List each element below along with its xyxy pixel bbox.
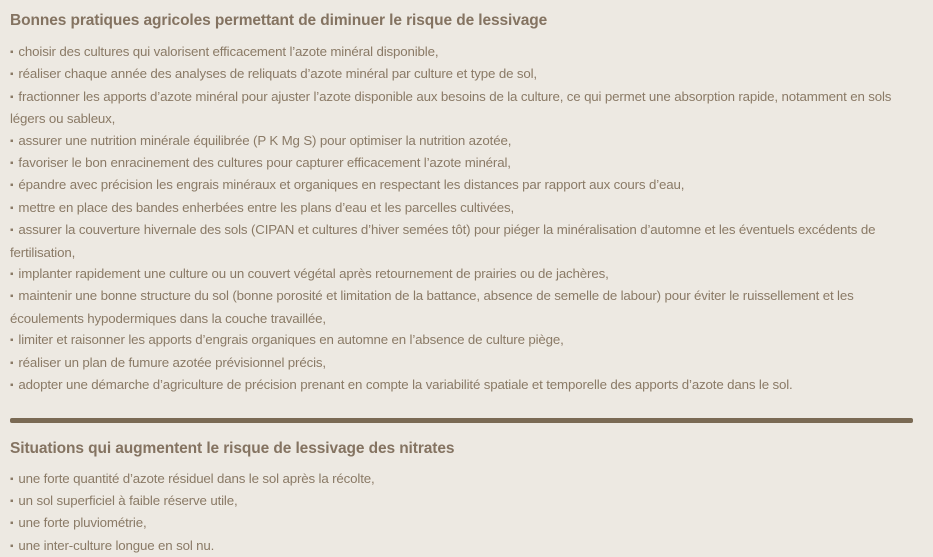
list-item bbox=[10, 63, 917, 85]
list-item bbox=[10, 468, 917, 490]
list-item bbox=[10, 263, 917, 285]
bullet-icon: ▪ bbox=[10, 491, 13, 512]
list-item-text: implanter rapidement une culture ou un couvert végétal après retournement de prairies ou de jachères, bbox=[18, 266, 608, 281]
list-item bbox=[10, 374, 917, 396]
bullet-icon: ▪ bbox=[10, 353, 13, 374]
list-item bbox=[10, 352, 917, 374]
bullet-icon: ▪ bbox=[10, 87, 13, 108]
bullet-icon: ▪ bbox=[10, 64, 13, 85]
risk-situations-list bbox=[10, 468, 917, 557]
bullet-icon: ▪ bbox=[10, 536, 13, 557]
section-heading: Situations qui augmentent le risque de lessivage des nitrates bbox=[10, 423, 917, 458]
bullet-icon: ▪ bbox=[10, 469, 13, 490]
section-risk-situations bbox=[10, 423, 917, 557]
list-item-text: réaliser un plan de fumure azotée prévisionnel précis, bbox=[18, 355, 326, 370]
list-item-text: réaliser chaque année des analyses de reliquats d’azote minéral par culture et type de sol, bbox=[18, 66, 537, 81]
list-item bbox=[10, 490, 917, 512]
bullet-icon: ▪ bbox=[10, 513, 13, 534]
list-item-text: maintenir une bonne structure du sol (bonne porosité et limitation de la battance, absence de semelle de labour) pour éviter le ruissellement et les écoulements hypodermiques dans la couche travaillée, bbox=[10, 288, 854, 325]
bullet-icon: ▪ bbox=[10, 198, 13, 219]
bullet-icon: ▪ bbox=[10, 131, 13, 152]
list-item-text: une inter-culture longue en sol nu. bbox=[18, 538, 214, 553]
list-item bbox=[10, 535, 917, 557]
list-item-text: assurer une nutrition minérale équilibrée (P K Mg S) pour optimiser la nutrition azotée, bbox=[18, 133, 511, 148]
list-item-text: adopter une démarche d’agriculture de précision prenant en compte la variabilité spatiale et temporelle des apports d’azote dans le sol. bbox=[18, 377, 792, 392]
bullet-icon: ▪ bbox=[10, 42, 13, 63]
list-item-text: une forte quantité d’azote résiduel dans le sol après la récolte, bbox=[18, 471, 374, 486]
list-item bbox=[10, 86, 917, 130]
bullet-icon: ▪ bbox=[10, 175, 13, 196]
list-item-text: limiter et raisonner les apports d’engrais organiques en automne en l’absence de culture piège, bbox=[18, 332, 563, 347]
bullet-icon: ▪ bbox=[10, 220, 13, 241]
list-item bbox=[10, 152, 917, 174]
list-item-text: mettre en place des bandes enherbées entre les plans d’eau et les parcelles cultivées, bbox=[18, 200, 514, 215]
list-item bbox=[10, 219, 917, 263]
section-heading: Bonnes pratiques agricoles permettant de diminuer le risque de lessivage bbox=[10, 8, 917, 30]
section-good-practices bbox=[10, 8, 917, 397]
list-item bbox=[10, 197, 917, 219]
list-item bbox=[10, 285, 917, 329]
list-item-text: fractionner les apports d’azote minéral pour ajuster l’azote disponible aux besoins de la culture, ce qui permet une absorption rapide, notamment en sols légers ou sableux, bbox=[10, 89, 891, 126]
list-item bbox=[10, 174, 917, 196]
bullet-icon: ▪ bbox=[10, 375, 13, 396]
bullet-icon: ▪ bbox=[10, 153, 13, 174]
bullet-icon: ▪ bbox=[10, 330, 13, 351]
list-item bbox=[10, 41, 917, 63]
list-item-text: choisir des cultures qui valorisent efficacement l’azote minéral disponible, bbox=[18, 44, 438, 59]
list-item bbox=[10, 512, 917, 534]
list-item-text: une forte pluviométrie, bbox=[18, 515, 146, 530]
list-item-text: assurer la couverture hivernale des sols (CIPAN et cultures d’hiver semées tôt) pour piéger la minéralisation d’automne et les éventuels excédents de fertilisation, bbox=[10, 222, 875, 259]
list-item-text: favoriser le bon enracinement des cultures pour capturer efficacement l’azote minéral, bbox=[18, 155, 510, 170]
bullet-icon: ▪ bbox=[10, 286, 13, 307]
list-item-text: épandre avec précision les engrais minéraux et organiques en respectant les distances par rapport aux cours d’eau, bbox=[18, 177, 684, 192]
good-practices-list bbox=[10, 41, 917, 397]
list-item bbox=[10, 130, 917, 152]
bullet-icon: ▪ bbox=[10, 264, 13, 285]
list-item-text: un sol superficiel à faible réserve utile, bbox=[18, 493, 237, 508]
list-item bbox=[10, 329, 917, 351]
